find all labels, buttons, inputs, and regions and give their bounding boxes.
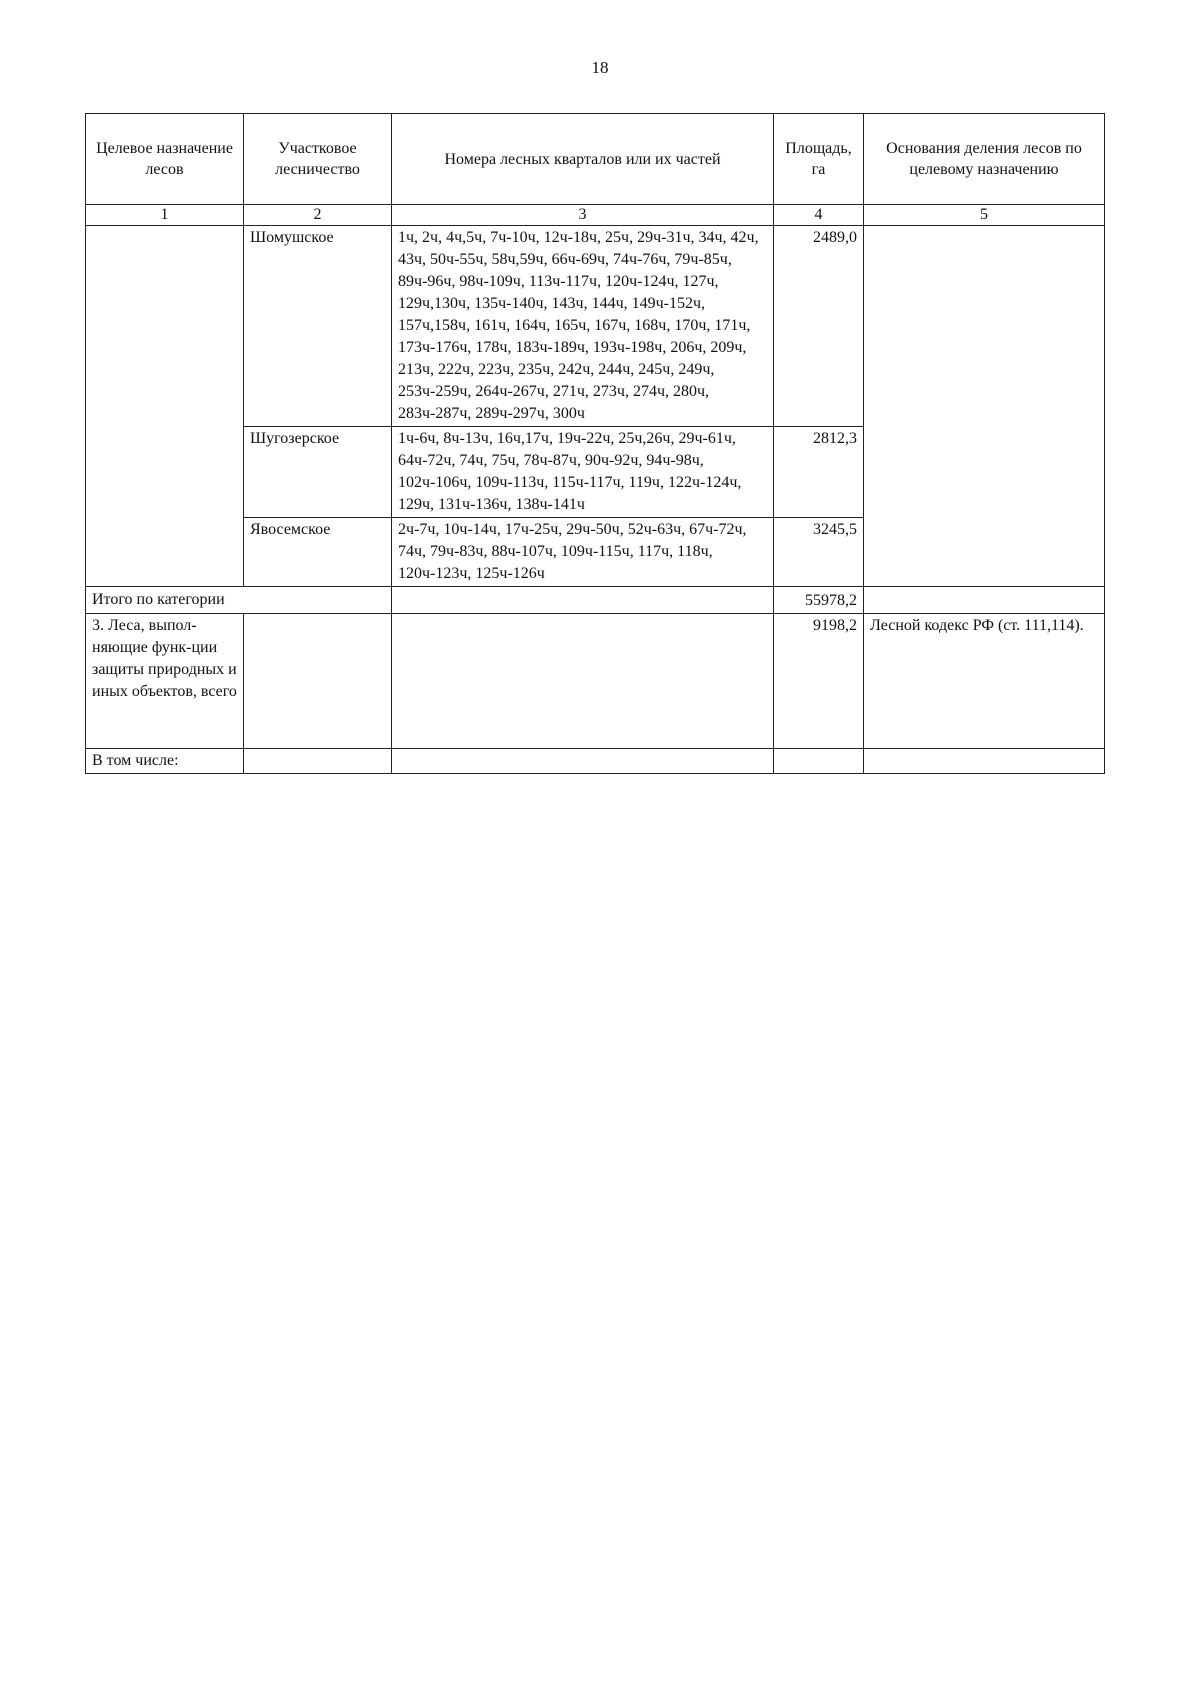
header-district: Участковое лесничество xyxy=(244,114,392,205)
header-area: Площадь, га xyxy=(774,114,864,205)
quarters-cell: 1ч-6ч, 8ч-13ч, 16ч,17ч, 19ч-22ч, 25ч,26ч, 29ч-61ч, 64ч-72ч, 74ч, 75ч, 78ч-87ч, 90ч-92ч, 94ч-98ч, 102ч-106ч, 109ч-113ч, 115ч-117ч, 119ч, 122ч-124ч, 129ч, 131ч-136ч, 138ч-141ч xyxy=(392,427,774,518)
district-cell: Шомушское xyxy=(244,226,392,427)
column-number: 4 xyxy=(774,205,864,226)
column-number: 1 xyxy=(86,205,244,226)
column-number: 3 xyxy=(392,205,774,226)
total-basis-empty xyxy=(864,587,1105,614)
quarters-cell: 1ч, 2ч, 4ч,5ч, 7ч-10ч, 12ч-18ч, 25ч, 29ч-31ч, 34ч, 42ч, 43ч, 50ч-55ч, 58ч,59ч, 66ч-69ч, 74ч-76ч, 79ч-85ч, 89ч-96ч, 98ч-109ч, 113ч-117ч, 120ч-124ч, 127ч, 129ч,130ч, 135ч-140ч, 143ч, 144ч, 149ч-152ч, 157ч,158ч, 161ч, 164ч, 165ч, 167ч, 168ч, 170ч, 171ч, 173ч-176ч, 178ч, 183ч-189ч, 193ч-198ч, 206ч, 209ч, 213ч, 222ч, 223ч, 235ч, 242ч, 244ч, 245ч, 249ч, 253ч-259ч, 264ч-267ч, 271ч, 273ч, 274ч, 280ч, 283ч-287ч, 289ч-297ч, 300ч xyxy=(392,226,774,427)
category-row xyxy=(86,614,1105,749)
quarters-cell: 2ч-7ч, 10ч-14ч, 17ч-25ч, 29ч-50ч, 52ч-63ч, 67ч-72ч, 74ч, 79ч-83ч, 88ч-107ч, 109ч-115ч, 117ч, 118ч, 120ч-123ч, 125ч-126ч xyxy=(392,518,774,587)
purpose-cell-empty xyxy=(86,226,244,587)
including-label: В том числе: xyxy=(86,749,244,774)
category-quarters-empty xyxy=(392,614,774,749)
forest-purpose-table xyxy=(85,113,1105,774)
total-label: Итого по категории xyxy=(86,587,392,614)
header-row xyxy=(86,114,1105,205)
category-district-empty xyxy=(244,614,392,749)
column-number: 5 xyxy=(864,205,1105,226)
total-area: 55978,2 xyxy=(774,587,864,614)
column-number: 2 xyxy=(244,205,392,226)
area-cell: 3245,5 xyxy=(774,518,864,587)
including-empty xyxy=(392,749,774,774)
page-number: 18 xyxy=(591,58,609,77)
category-purpose: 3. Леса, выпол-няющие функ-ции защиты природных и иных объектов, всего xyxy=(86,614,244,749)
category-area: 9198,2 xyxy=(774,614,864,749)
including-empty xyxy=(774,749,864,774)
header-quarters: Номера лесных кварталов или их частей xyxy=(392,114,774,205)
total-quarters-empty xyxy=(392,587,774,614)
area-cell: 2489,0 xyxy=(774,226,864,427)
district-cell: Шугозерское xyxy=(244,427,392,518)
header-basis: Основания деления лесов по целевому назначению xyxy=(864,114,1105,205)
basis-cell-empty xyxy=(864,226,1105,587)
district-cell: Явосемское xyxy=(244,518,392,587)
category-basis: Лесной кодекс РФ (ст. 111,114). xyxy=(864,614,1105,749)
column-number-row xyxy=(86,205,1105,226)
area-cell: 2812,3 xyxy=(774,427,864,518)
including-row xyxy=(86,749,1105,774)
header-purpose: Целевое назначение лесов xyxy=(86,114,244,205)
including-empty xyxy=(244,749,392,774)
table-row xyxy=(86,226,1105,427)
total-row xyxy=(86,587,1105,614)
including-empty xyxy=(864,749,1105,774)
